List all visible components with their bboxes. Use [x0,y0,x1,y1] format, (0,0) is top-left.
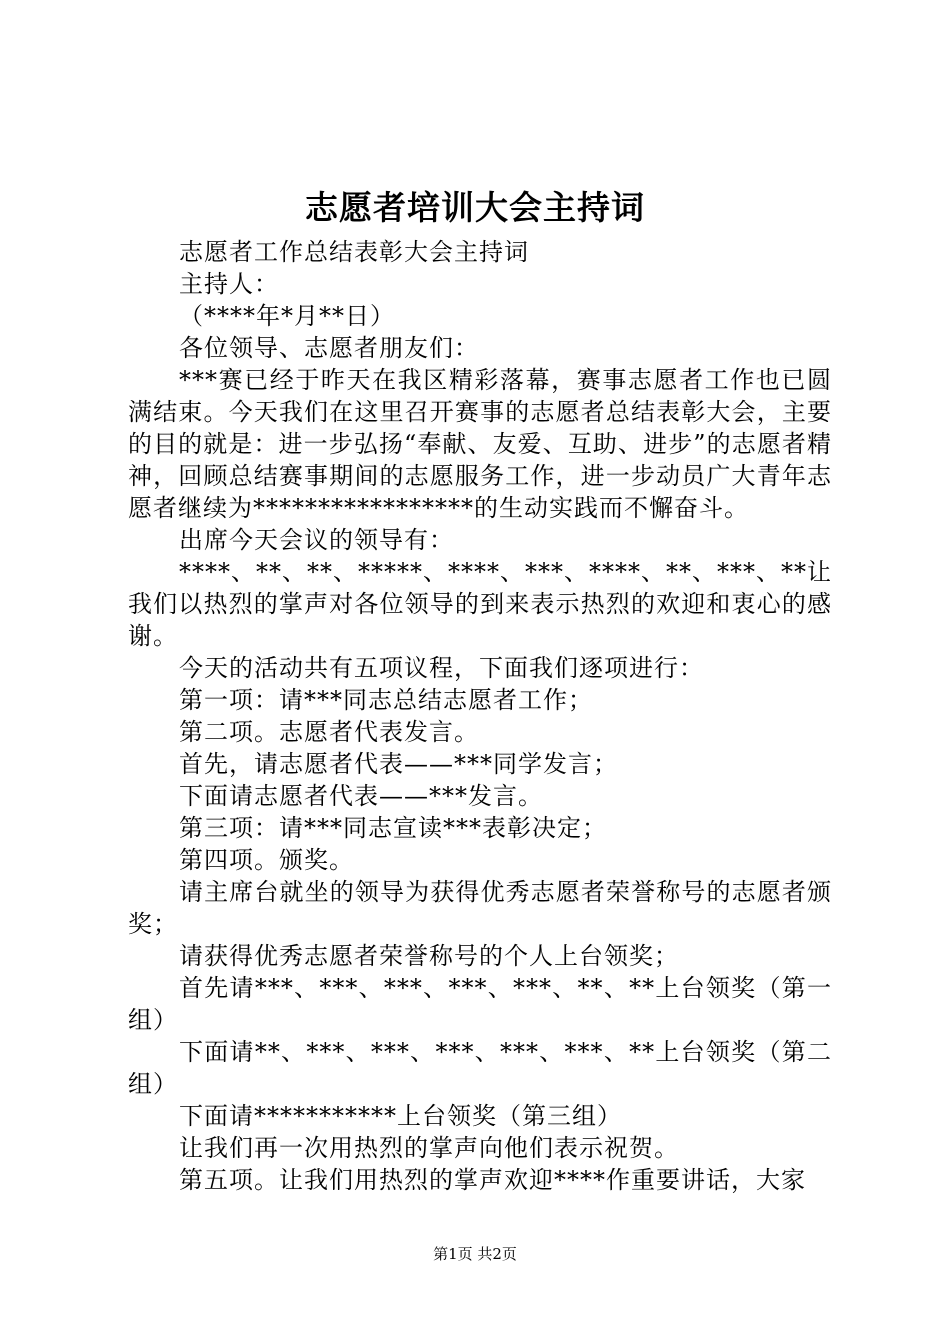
paragraph: 首先请***、***、***、***、***、**、**上台领奖（第一组） [128,974,832,1034]
paragraph: 今天的活动共有五项议程，下面我们逐项进行： [179,654,704,682]
document-title: 志愿者培训大会主持词 [305,188,645,227]
paragraph: 请获得优秀志愿者荣誉称号的个人上台领奖； [179,942,679,970]
paragraph: （****年*月**日） [179,302,395,330]
paragraph: 请主席台就坐的领导为获得优秀志愿者荣誉称号的志愿者颁奖； [128,878,832,938]
paragraph: 出席今天会议的领导有： [179,526,454,554]
document-body [128,236,832,1196]
paragraph: 让我们再一次用热烈的掌声向他们表示祝贺。 [179,1134,679,1162]
paragraph: ***赛已经于昨天在我区精彩落幕，赛事志愿者工作也已圆满结束。今天我们在这里召开赛事的志愿者总结表彰大会，主要的目的就是：进一步弘扬“奉献、友爱、互助、进步”的志愿者精神，回顾总结赛事期间的志愿服务工作，进一步动员广大青年志愿者继续为*****************的生动实践而不懈奋斗。 [128,366,832,522]
paragraph: 第五项。让我们用热烈的掌声欢迎****作重要讲话，大家 [179,1166,806,1194]
paragraph: 下面请志愿者代表——***发言。 [179,782,543,810]
paragraph: 志愿者工作总结表彰大会主持词 [179,238,529,266]
paragraph: 第三项：请***同志宣读***表彰决定； [179,814,607,842]
page-footer: 第1页 共2页 [433,1245,517,1263]
paragraph: 下面请***********上台领奖（第三组） [179,1102,622,1130]
paragraph: 下面请**、***、***、***、***、***、**上台领奖（第二组） [128,1038,832,1098]
paragraph: 第一项：请***同志总结志愿者工作； [179,686,593,714]
paragraph: 各位领导、志愿者朋友们： [179,334,479,362]
paragraph: 第四项。颁奖。 [179,846,354,874]
paragraph: 第二项。志愿者代表发言。 [179,718,479,746]
paragraph: 首先，请志愿者代表——***同学发言； [179,750,618,778]
paragraph: 主持人： [179,270,279,298]
paragraph: ****、**、**、*****、****、***、****、**、***、**让我们以热烈的掌声对各位领导的到来表示热烈的欢迎和衷心的感谢。 [128,558,832,650]
